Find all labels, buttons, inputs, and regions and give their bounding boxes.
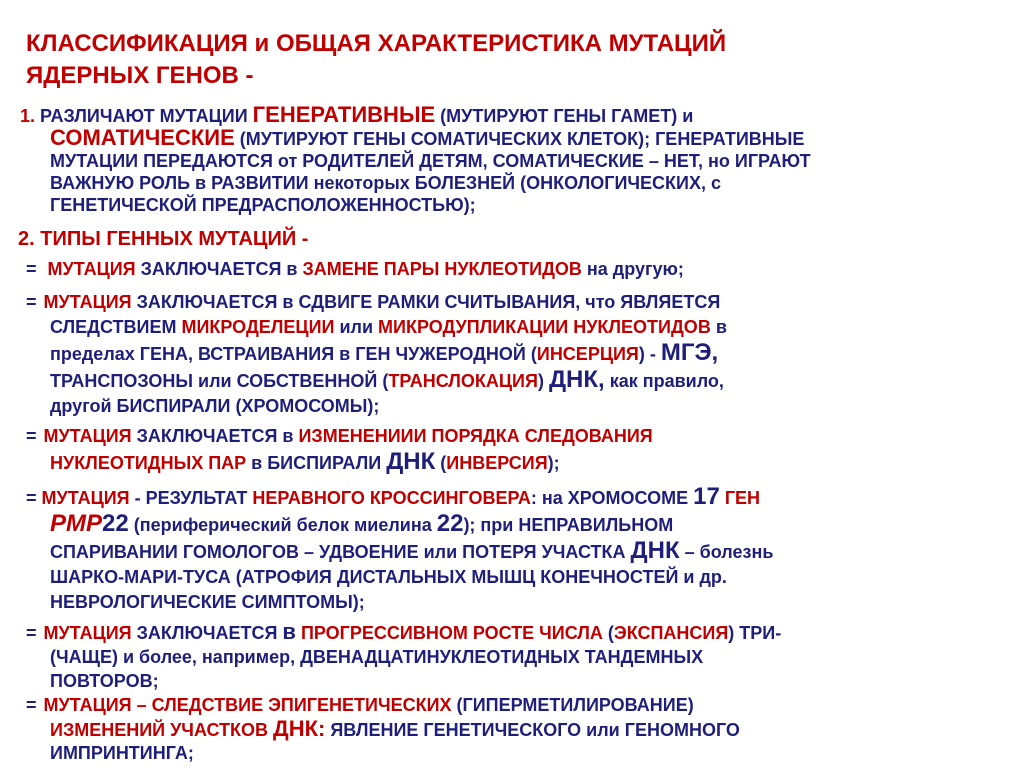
bullet-2-text-h: ) — [537, 371, 549, 391]
term-microduplication: МИКРОДУПЛИКАЦИИ НУКЛЕОТИДОВ — [378, 317, 711, 337]
bullet-3-text-a: ЗАКЛЮЧАЕТСЯ в — [131, 426, 299, 446]
bullet-1-mutation: МУТАЦИЯ — [47, 259, 136, 279]
point-1-text-b: (МУТИРУЮТ ГЕНЫ ГАМЕТ) и — [435, 106, 694, 126]
bullet-3-text-c: ( — [435, 453, 447, 473]
slide-title — [26, 28, 986, 92]
bullet-5-mutation: МУТАЦИЯ — [43, 623, 132, 643]
point-1-number: 1. — [20, 106, 36, 126]
bullet-2-marker: = — [26, 292, 37, 312]
bullet-5-prep: в — [282, 619, 296, 644]
bullet-6-text-b: ЯВЛЕНИЕ ГЕНЕТИЧЕСКОГО или ГЕНОМНОГО — [325, 720, 740, 740]
bullet-2-line-5: другой БИСПИРАЛИ (ХРОМОСОМЫ); — [50, 396, 380, 416]
term-expansion: ЭКСПАНСИЯ — [613, 623, 729, 643]
bullet-3-text-b: в БИСПИРАЛИ — [246, 453, 387, 473]
bullet-3-pairs: НУКЛЕОТИДНЫХ ПАР — [50, 453, 247, 473]
point-1-line-3: МУТАЦИИ ПЕРЕДАЮТСЯ от РОДИТЕЛЕЙ ДЕТЯМ, СОМАТИЧЕСКИЕ – НЕТ, но ИГРАЮТ — [50, 151, 811, 171]
gene-label: ГЕН — [719, 488, 761, 508]
point-1-text-c: (МУТИРУЮТ ГЕНЫ СОМАТИЧЕСКИХ КЛЕТОК); ГЕНЕРАТИВНЫЕ — [234, 129, 805, 149]
bullet-2-text-i: как правило, — [604, 371, 724, 391]
bullet-2-text-g: ТРАНСПОЗОНЫ или СОБСТВЕННОЙ ( — [50, 371, 389, 391]
bullet-3-red: ИЗМЕНЕНИИИ ПОРЯДКА СЛЕДОВАНИЯ — [298, 426, 653, 446]
bullet-5-line-2: (ЧАЩЕ) и более, например, ДВЕНАДЦАТИНУКЛЕОТИДНЫХ ТАНДЕМНЫХ — [50, 647, 704, 667]
title-line-1: КЛАССИФИКАЦИЯ и ОБЩАЯ ХАРАКТЕРИСТИКА МУТАЦИЙ — [26, 30, 727, 57]
term-microdeletion: МИКРОДЕЛЕЦИИ — [181, 317, 335, 337]
term-dna: ДНК, — [548, 366, 605, 393]
bullet-1-red: ЗАМЕНЕ ПАРЫ НУКЛЕОТИДОВ — [302, 259, 582, 279]
bullet-3 — [26, 424, 1016, 476]
bullet-4-mutation: МУТАЦИЯ — [36, 488, 130, 508]
bullet-4-marker: = — [26, 488, 37, 508]
bullet-4 — [26, 484, 1016, 615]
term-generative: ГЕНЕРАТИВНЫЕ — [252, 102, 436, 127]
myelin-number: 22 — [436, 510, 464, 537]
gene-pmp: РМР — [50, 510, 103, 537]
point-2-heading: ТИПЫ ГЕННЫХ МУТАЦИЙ - — [34, 228, 309, 250]
bullet-1 — [26, 258, 1016, 280]
point-1 — [20, 104, 1020, 216]
bullet-2 — [26, 290, 1016, 419]
bullet-2-text-f: ) - — [638, 344, 661, 364]
bullet-4-red: НЕРАВНОГО КРОССИНГОВЕРА — [252, 488, 531, 508]
bullet-3-text-d: ); — [547, 453, 560, 473]
point-2-number: 2. — [18, 228, 35, 250]
gene-pmp-number: 22 — [102, 510, 129, 537]
term-dna: ДНК: — [273, 716, 326, 741]
bullet-5 — [26, 620, 1016, 693]
bullet-1-marker: = — [26, 259, 37, 279]
bullet-5-text-b: ( — [602, 623, 614, 643]
bullet-5-line-3: ПОВТОРОВ; — [50, 671, 159, 691]
point-1-line-4: ВАЖНУЮ РОЛЬ в РАЗВИТИИ некоторых БОЛЕЗНЕЙ (ОНКОЛОГИЧЕСКИХ, с — [50, 173, 721, 193]
bullet-4-text-e: СПАРИВАНИИ ГОМОЛОГОВ – УДВОЕНИЕ или ПОТЕРЯ УЧАСТКА — [50, 542, 631, 562]
bullet-1-text-b: на другую; — [581, 259, 684, 279]
bullet-2-text-e: пределах ГЕНА, ВСТРАИВАНИЯ в ГЕН ЧУЖЕРОДНОЙ ( — [50, 344, 537, 364]
point-2 — [18, 226, 308, 252]
bullet-6-text-a: (ГИПЕРМЕТИЛИРОВАНИЕ) — [451, 695, 694, 715]
bullet-6-marker: = — [26, 695, 37, 715]
point-1-text-a: РАЗЛИЧАЮТ МУТАЦИИ — [35, 106, 253, 126]
title-line-2: ЯДЕРНЫХ ГЕНОВ - — [26, 62, 254, 89]
bullet-2-mutation: МУТАЦИЯ — [43, 292, 132, 312]
bullet-5-text-a: ЗАКЛЮЧАЕТСЯ — [131, 623, 283, 643]
bullet-5-red: ПРОГРЕССИВНОМ РОСТЕ ЧИСЛА — [300, 623, 603, 643]
chromosome-number: 17 — [693, 483, 720, 510]
bullet-6-red-b: ИЗМЕНЕНИЙ УЧАСТКОВ — [50, 720, 274, 740]
term-mge: МГЭ, — [660, 339, 719, 366]
bullet-4-text-b: : на ХРОМОСОМЕ — [530, 488, 694, 508]
bullet-2-text-a: ЗАКЛЮЧАЕТСЯ в СДВИГЕ РАМКИ СЧИТЫВАНИЯ, что ЯВЛЯЕТСЯ — [131, 292, 721, 312]
bullet-6-line-3: ИМПРИНТИНГА; — [50, 743, 194, 763]
bullet-3-mutation: МУТАЦИЯ — [43, 426, 132, 446]
bullet-2-text-c: или — [334, 317, 379, 337]
term-somatic: СОМАТИЧЕСКИЕ — [50, 125, 235, 150]
bullet-4-text-d: ); при НЕПРАВИЛЬНОМ — [463, 515, 674, 535]
bullet-2-text-d: в — [710, 317, 727, 337]
bullet-4-text-a: - РЕЗУЛЬТАТ — [129, 488, 253, 508]
bullet-6-red-a: МУТАЦИЯ – СЛЕДСТВИЕ ЭПИГЕНЕТИЧЕСКИХ — [43, 695, 452, 715]
term-translocation: ТРАНСЛОКАЦИЯ — [388, 371, 538, 391]
bullet-4-line-5: НЕВРОЛОГИЧЕСКИЕ СИМПТОМЫ); — [50, 592, 365, 612]
bullet-4-text-c: (периферический белок миелина — [128, 515, 437, 535]
bullet-6 — [26, 694, 1016, 765]
term-dna: ДНК — [630, 537, 680, 564]
term-dna: ДНК — [386, 448, 436, 475]
bullet-2-text-b: СЛЕДСТВИЕМ — [50, 317, 182, 337]
bullet-4-text-f: – болезнь — [679, 542, 774, 562]
bullet-3-marker: = — [26, 426, 37, 446]
term-insertion: ИНСЕРЦИЯ — [536, 344, 639, 364]
bullet-5-marker: = — [26, 623, 37, 643]
bullet-5-text-c: ) ТРИ- — [728, 623, 782, 643]
term-inversion: ИНВЕРСИЯ — [446, 453, 548, 473]
bullet-4-line-4: ШАРКО-МАРИ-ТУСА (АТРОФИЯ ДИСТАЛЬНЫХ МЫШЦ КОНЕЧНОСТЕЙ и др. — [50, 567, 727, 587]
point-1-line-5: ГЕНЕТИЧЕСКОЙ ПРЕДРАСПОЛОЖЕННОСТЬЮ); — [50, 195, 476, 215]
bullet-1-text-a: ЗАКЛЮЧАЕТСЯ в — [135, 259, 303, 279]
